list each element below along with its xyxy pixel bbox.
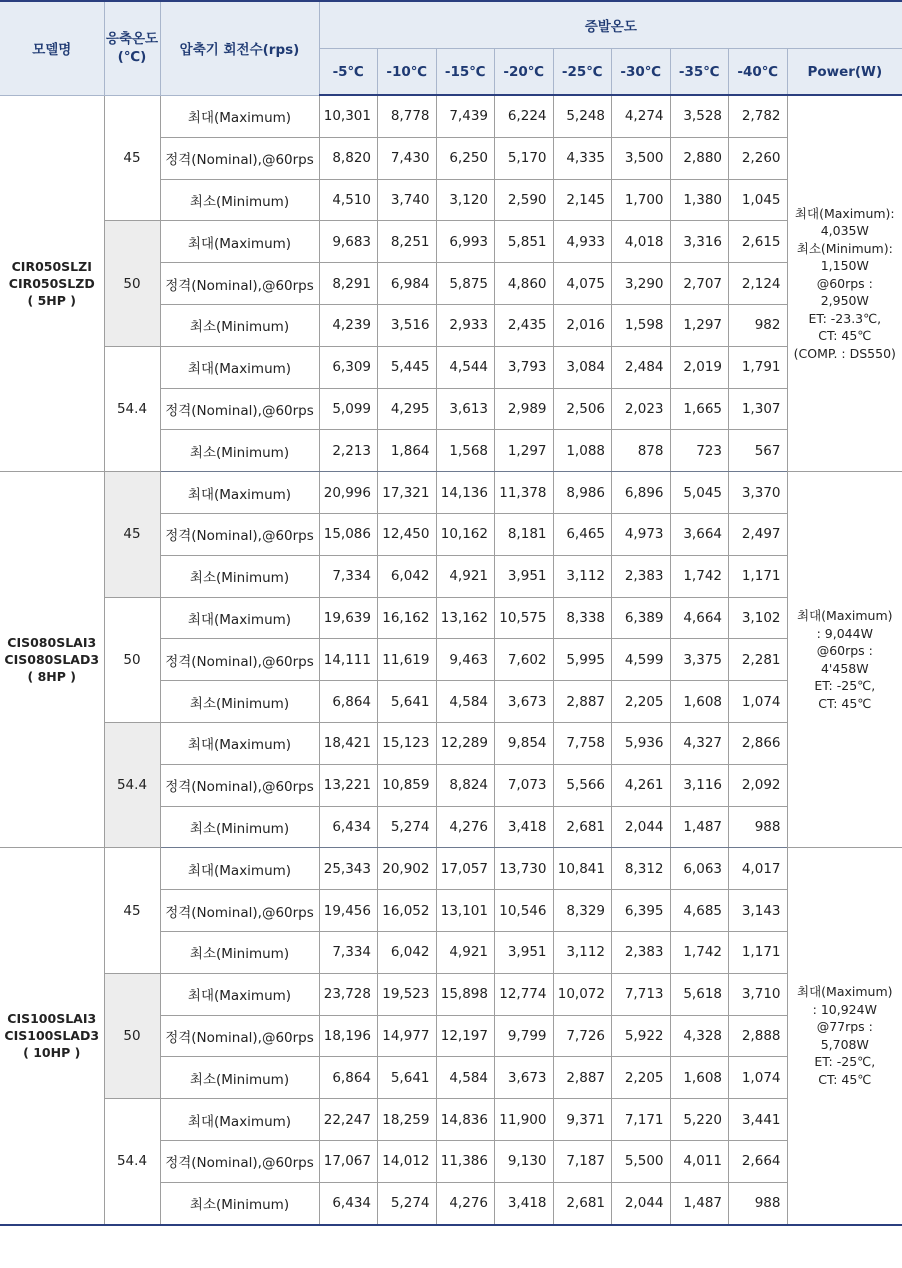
capacity-value: 2,213: [319, 430, 378, 472]
capacity-value: 10,546: [495, 890, 554, 932]
capacity-value: 6,896: [612, 472, 671, 514]
capacity-value: 4,584: [436, 681, 495, 723]
capacity-value: 5,220: [670, 1099, 729, 1141]
capacity-value: 7,439: [436, 95, 495, 137]
capacity-value: 6,042: [378, 555, 437, 597]
capacity-value: 982: [729, 304, 788, 346]
table-row: [0, 597, 902, 639]
capacity-value: 17,067: [319, 1140, 378, 1182]
capacity-value: 8,312: [612, 848, 671, 890]
capacity-value: 878: [612, 430, 671, 472]
header-condensing-temp-label: 응축온도 (℃): [105, 31, 159, 66]
capacity-value: 23,728: [319, 973, 378, 1015]
capacity-value: 4,973: [612, 513, 671, 555]
capacity-value: 12,197: [436, 1015, 495, 1057]
table-row: [0, 95, 902, 137]
model-name: CIR050SLZI CIR050SLZD ( 5HP ): [0, 95, 104, 472]
capacity-value: 11,386: [436, 1140, 495, 1182]
capacity-value: 4,510: [319, 179, 378, 221]
capacity-value: 2,782: [729, 95, 788, 137]
capacity-value: 3,084: [553, 346, 612, 388]
speed-label: 최대(Maximum): [160, 221, 319, 263]
table-row: [0, 1099, 902, 1141]
capacity-value: 2,435: [495, 304, 554, 346]
capacity-value: 6,993: [436, 221, 495, 263]
capacity-value: 12,774: [495, 973, 554, 1015]
header-temp: -40℃: [729, 49, 788, 96]
speed-label: 최대(Maximum): [160, 722, 319, 764]
capacity-value: 12,289: [436, 722, 495, 764]
capacity-value: 11,378: [495, 472, 554, 514]
capacity-value: 5,566: [553, 764, 612, 806]
capacity-value: 5,274: [378, 806, 437, 848]
condensing-temp-cell: 50: [104, 597, 160, 722]
capacity-value: 6,250: [436, 137, 495, 179]
capacity-value: 1,297: [495, 430, 554, 472]
header-temp: -35℃: [670, 49, 729, 96]
capacity-value: 2,092: [729, 764, 788, 806]
capacity-value: 2,281: [729, 639, 788, 681]
header-temp: -30℃: [612, 49, 671, 96]
capacity-value: 6,063: [670, 848, 729, 890]
capacity-value: 1,307: [729, 388, 788, 430]
capacity-value: 8,824: [436, 764, 495, 806]
capacity-value: 1,598: [612, 304, 671, 346]
capacity-value: 7,602: [495, 639, 554, 681]
capacity-value: 4,664: [670, 597, 729, 639]
capacity-value: 7,758: [553, 722, 612, 764]
capacity-value: 6,395: [612, 890, 671, 932]
table-row: [0, 973, 902, 1015]
speed-label: 정격(Nominal),@60rps: [160, 764, 319, 806]
capacity-value: 5,274: [378, 1182, 437, 1224]
speed-label: 최소(Minimum): [160, 1057, 319, 1099]
capacity-value: 5,099: [319, 388, 378, 430]
capacity-value: 4,933: [553, 221, 612, 263]
capacity-value: 4,921: [436, 931, 495, 973]
capacity-value: 8,329: [553, 890, 612, 932]
condensing-temp-cell: 54.4: [104, 346, 160, 471]
capacity-value: 3,316: [670, 221, 729, 263]
capacity-value: 14,136: [436, 472, 495, 514]
capacity-value: 2,205: [612, 681, 671, 723]
capacity-value: 4,075: [553, 263, 612, 305]
speed-label: 최대(Maximum): [160, 973, 319, 1015]
capacity-value: 7,334: [319, 555, 378, 597]
capacity-value: 2,681: [553, 1182, 612, 1224]
capacity-value: 10,575: [495, 597, 554, 639]
capacity-value: 4,921: [436, 555, 495, 597]
capacity-value: 14,836: [436, 1099, 495, 1141]
capacity-value: 1,045: [729, 179, 788, 221]
capacity-value: 2,615: [729, 221, 788, 263]
capacity-value: 15,898: [436, 973, 495, 1015]
speed-label: 정격(Nominal),@60rps: [160, 1140, 319, 1182]
capacity-value: 4,599: [612, 639, 671, 681]
capacity-value: 4,860: [495, 263, 554, 305]
capacity-value: 2,888: [729, 1015, 788, 1057]
capacity-value: 1,074: [729, 1057, 788, 1099]
capacity-value: 3,370: [729, 472, 788, 514]
capacity-value: 6,434: [319, 1182, 378, 1224]
capacity-value: 1,487: [670, 1182, 729, 1224]
capacity-value: 18,196: [319, 1015, 378, 1057]
capacity-value: 2,664: [729, 1140, 788, 1182]
capacity-value: 1,568: [436, 430, 495, 472]
capacity-value: 20,902: [378, 848, 437, 890]
capacity-value: 4,544: [436, 346, 495, 388]
capacity-value: 7,073: [495, 764, 554, 806]
capacity-value: 1,297: [670, 304, 729, 346]
capacity-value: 10,072: [553, 973, 612, 1015]
capacity-value: 10,301: [319, 95, 378, 137]
capacity-value: 9,463: [436, 639, 495, 681]
capacity-value: 5,445: [378, 346, 437, 388]
capacity-value: 8,338: [553, 597, 612, 639]
speed-label: 최대(Maximum): [160, 472, 319, 514]
speed-label: 최소(Minimum): [160, 1182, 319, 1224]
capacity-value: 6,434: [319, 806, 378, 848]
capacity-value: 2,880: [670, 137, 729, 179]
capacity-value: 6,224: [495, 95, 554, 137]
capacity-value: 2,681: [553, 806, 612, 848]
capacity-value: 9,854: [495, 722, 554, 764]
capacity-value: 6,465: [553, 513, 612, 555]
capacity-value: 16,052: [378, 890, 437, 932]
capacity-value: 19,639: [319, 597, 378, 639]
capacity-value: 3,673: [495, 1057, 554, 1099]
capacity-value: 3,112: [553, 931, 612, 973]
capacity-value: 3,740: [378, 179, 437, 221]
capacity-value: 13,221: [319, 764, 378, 806]
capacity-value: 4,335: [553, 137, 612, 179]
header-temp: -25℃: [553, 49, 612, 96]
capacity-value: 2,497: [729, 513, 788, 555]
capacity-value: 2,866: [729, 722, 788, 764]
header-temp: -5℃: [319, 49, 378, 96]
speed-label: 최대(Maximum): [160, 1099, 319, 1141]
table-body: [0, 95, 902, 1225]
capacity-value: 2,124: [729, 263, 788, 305]
table-row: [0, 472, 902, 514]
power-note: 최대(Maximum): 4,035W 최소(Minimum): 1,150W @60rps : 2,950W ET: -23.3℃, CT: 45℃ (COMP. : DS550): [787, 95, 902, 472]
capacity-value: 1,742: [670, 555, 729, 597]
capacity-value: 988: [729, 806, 788, 848]
capacity-value: 3,112: [553, 555, 612, 597]
capacity-value: 8,778: [378, 95, 437, 137]
capacity-value: 4,327: [670, 722, 729, 764]
speed-label: 최소(Minimum): [160, 179, 319, 221]
model-name: CIS080SLAI3 CIS080SLAD3 ( 8HP ): [0, 472, 104, 848]
capacity-value: 2,019: [670, 346, 729, 388]
capacity-value: 19,456: [319, 890, 378, 932]
capacity-value: 5,995: [553, 639, 612, 681]
speed-label: 정격(Nominal),@60rps: [160, 137, 319, 179]
capacity-value: 1,700: [612, 179, 671, 221]
capacity-value: 4,239: [319, 304, 378, 346]
power-note: 최대(Maximum) : 10,924W @77rps : 5,708W ET: -25℃, CT: 45℃: [787, 848, 902, 1225]
capacity-value: 3,418: [495, 1182, 554, 1224]
capacity-value: 2,260: [729, 137, 788, 179]
capacity-value: 12,450: [378, 513, 437, 555]
header-compressor-speed: 압축기 회전수(rps): [160, 1, 319, 95]
capacity-value: 2,887: [553, 1057, 612, 1099]
capacity-value: 10,162: [436, 513, 495, 555]
capacity-value: 4,584: [436, 1057, 495, 1099]
capacity-value: 3,375: [670, 639, 729, 681]
capacity-value: 1,088: [553, 430, 612, 472]
capacity-value: 7,430: [378, 137, 437, 179]
capacity-value: 4,017: [729, 848, 788, 890]
condensing-temp-cell: 45: [104, 95, 160, 221]
condensing-temp-cell: 54.4: [104, 722, 160, 847]
capacity-value: 1,171: [729, 555, 788, 597]
capacity-value: 2,887: [553, 681, 612, 723]
capacity-value: 4,261: [612, 764, 671, 806]
speed-label: 정격(Nominal),@60rps: [160, 1015, 319, 1057]
capacity-value: 3,793: [495, 346, 554, 388]
capacity-value: 11,900: [495, 1099, 554, 1141]
capacity-value: 16,162: [378, 597, 437, 639]
capacity-value: 8,986: [553, 472, 612, 514]
speed-label: 최대(Maximum): [160, 848, 319, 890]
table-row: [0, 722, 902, 764]
capacity-value: 3,500: [612, 137, 671, 179]
condensing-temp-cell: 45: [104, 472, 160, 597]
capacity-value: 7,726: [553, 1015, 612, 1057]
speed-label: 최소(Minimum): [160, 931, 319, 973]
header-temp: -10℃: [378, 49, 437, 96]
capacity-value: 3,710: [729, 973, 788, 1015]
capacity-value: 2,044: [612, 1182, 671, 1224]
header-temp: -20℃: [495, 49, 554, 96]
condensing-temp-cell: 54.4: [104, 1099, 160, 1225]
capacity-value: 14,977: [378, 1015, 437, 1057]
capacity-value: 3,613: [436, 388, 495, 430]
capacity-value: 5,875: [436, 263, 495, 305]
capacity-value: 5,248: [553, 95, 612, 137]
speed-label: 정격(Nominal),@60rps: [160, 388, 319, 430]
capacity-value: 3,673: [495, 681, 554, 723]
capacity-value: 6,864: [319, 681, 378, 723]
capacity-value: 4,328: [670, 1015, 729, 1057]
capacity-value: 25,343: [319, 848, 378, 890]
capacity-value: 15,086: [319, 513, 378, 555]
capacity-value: 2,506: [553, 388, 612, 430]
capacity-value: 567: [729, 430, 788, 472]
capacity-value: 3,664: [670, 513, 729, 555]
capacity-value: 9,130: [495, 1140, 554, 1182]
capacity-value: 2,383: [612, 931, 671, 973]
capacity-value: 3,116: [670, 764, 729, 806]
condensing-temp-cell: 50: [104, 221, 160, 346]
capacity-value: 19,523: [378, 973, 437, 1015]
speed-label: 최소(Minimum): [160, 430, 319, 472]
capacity-value: 10,859: [378, 764, 437, 806]
capacity-value: 3,951: [495, 555, 554, 597]
capacity-value: 5,851: [495, 221, 554, 263]
capacity-value: 1,791: [729, 346, 788, 388]
speed-label: 최소(Minimum): [160, 304, 319, 346]
capacity-value: 1,608: [670, 1057, 729, 1099]
capacity-value: 18,421: [319, 722, 378, 764]
capacity-value: 4,276: [436, 1182, 495, 1224]
capacity-value: 1,487: [670, 806, 729, 848]
header-model: 모델명: [0, 1, 104, 95]
capacity-value: 14,012: [378, 1140, 437, 1182]
capacity-value: 4,295: [378, 388, 437, 430]
capacity-value: 5,618: [670, 973, 729, 1015]
model-name: CIS100SLAI3 CIS100SLAD3 ( 10HP ): [0, 848, 104, 1225]
capacity-value: 6,309: [319, 346, 378, 388]
capacity-value: 3,951: [495, 931, 554, 973]
capacity-value: 5,641: [378, 681, 437, 723]
capacity-value: 4,685: [670, 890, 729, 932]
capacity-value: 17,321: [378, 472, 437, 514]
capacity-value: 3,102: [729, 597, 788, 639]
capacity-value: 4,011: [670, 1140, 729, 1182]
capacity-value: 3,143: [729, 890, 788, 932]
capacity-value: 1,608: [670, 681, 729, 723]
capacity-value: 3,120: [436, 179, 495, 221]
capacity-value: 20,996: [319, 472, 378, 514]
capacity-value: 17,057: [436, 848, 495, 890]
capacity-value: 4,274: [612, 95, 671, 137]
capacity-value: 2,044: [612, 806, 671, 848]
capacity-value: 6,864: [319, 1057, 378, 1099]
capacity-value: 1,380: [670, 179, 729, 221]
capacity-value: 5,045: [670, 472, 729, 514]
capacity-value: 6,984: [378, 263, 437, 305]
speed-label: 최대(Maximum): [160, 597, 319, 639]
condensing-temp-cell: 50: [104, 973, 160, 1098]
table-row: [0, 346, 902, 388]
speed-label: 정격(Nominal),@60rps: [160, 513, 319, 555]
header-evaporating-temp: 증발온도: [319, 1, 902, 49]
capacity-value: 5,170: [495, 137, 554, 179]
capacity-value: 8,251: [378, 221, 437, 263]
capacity-value: 13,101: [436, 890, 495, 932]
speed-label: 최소(Minimum): [160, 555, 319, 597]
condensing-temp-cell: 45: [104, 848, 160, 973]
capacity-value: 9,371: [553, 1099, 612, 1141]
capacity-value: 11,619: [378, 639, 437, 681]
capacity-value: 7,187: [553, 1140, 612, 1182]
capacity-value: 2,989: [495, 388, 554, 430]
capacity-value: 1,864: [378, 430, 437, 472]
capacity-value: 2,023: [612, 388, 671, 430]
capacity-value: 18,259: [378, 1099, 437, 1141]
capacity-value: 8,181: [495, 513, 554, 555]
capacity-value: 5,936: [612, 722, 671, 764]
header-condensing-temp: [104, 1, 160, 95]
header-temp: -15℃: [436, 49, 495, 96]
speed-label: 정격(Nominal),@60rps: [160, 639, 319, 681]
capacity-value: 7,171: [612, 1099, 671, 1141]
capacity-value: 5,922: [612, 1015, 671, 1057]
capacity-value: 1,665: [670, 388, 729, 430]
speed-label: 최소(Minimum): [160, 681, 319, 723]
capacity-value: 7,334: [319, 931, 378, 973]
capacity-value: 8,291: [319, 263, 378, 305]
capacity-value: 723: [670, 430, 729, 472]
capacity-value: 5,641: [378, 1057, 437, 1099]
capacity-value: 3,516: [378, 304, 437, 346]
speed-label: 최대(Maximum): [160, 346, 319, 388]
capacity-value: 8,820: [319, 137, 378, 179]
capacity-value: 3,418: [495, 806, 554, 848]
capacity-value: 2,145: [553, 179, 612, 221]
capacity-value: 2,707: [670, 263, 729, 305]
table-row: [0, 848, 902, 890]
capacity-value: 1,742: [670, 931, 729, 973]
capacity-value: 2,016: [553, 304, 612, 346]
capacity-value: 10,841: [553, 848, 612, 890]
capacity-value: 4,276: [436, 806, 495, 848]
capacity-value: 22,247: [319, 1099, 378, 1141]
capacity-value: 6,042: [378, 931, 437, 973]
capacity-value: 3,441: [729, 1099, 788, 1141]
speed-label: 정격(Nominal),@60rps: [160, 263, 319, 305]
capacity-value: 9,683: [319, 221, 378, 263]
speed-label: 최소(Minimum): [160, 806, 319, 848]
power-note: 최대(Maximum) : 9,044W @60rps : 4'458W ET: -25℃, CT: 45℃: [787, 472, 902, 848]
capacity-value: 5,500: [612, 1140, 671, 1182]
table-row: [0, 221, 902, 263]
header-power: Power(W): [787, 49, 902, 96]
speed-label: 최대(Maximum): [160, 95, 319, 137]
capacity-value: 3,528: [670, 95, 729, 137]
capacity-value: 2,590: [495, 179, 554, 221]
capacity-value: 2,933: [436, 304, 495, 346]
capacity-value: 6,389: [612, 597, 671, 639]
capacity-value: 2,205: [612, 1057, 671, 1099]
capacity-value: 3,290: [612, 263, 671, 305]
capacity-value: 2,484: [612, 346, 671, 388]
capacity-value: 13,162: [436, 597, 495, 639]
capacity-value: 14,111: [319, 639, 378, 681]
capacity-value: 1,171: [729, 931, 788, 973]
capacity-value: 9,799: [495, 1015, 554, 1057]
capacity-value: 988: [729, 1182, 788, 1224]
capacity-value: 4,018: [612, 221, 671, 263]
capacity-value: 7,713: [612, 973, 671, 1015]
capacity-value: 15,123: [378, 722, 437, 764]
speed-label: 정격(Nominal),@60rps: [160, 890, 319, 932]
capacity-value: 13,730: [495, 848, 554, 890]
capacity-value: 2,383: [612, 555, 671, 597]
capacity-value: 1,074: [729, 681, 788, 723]
